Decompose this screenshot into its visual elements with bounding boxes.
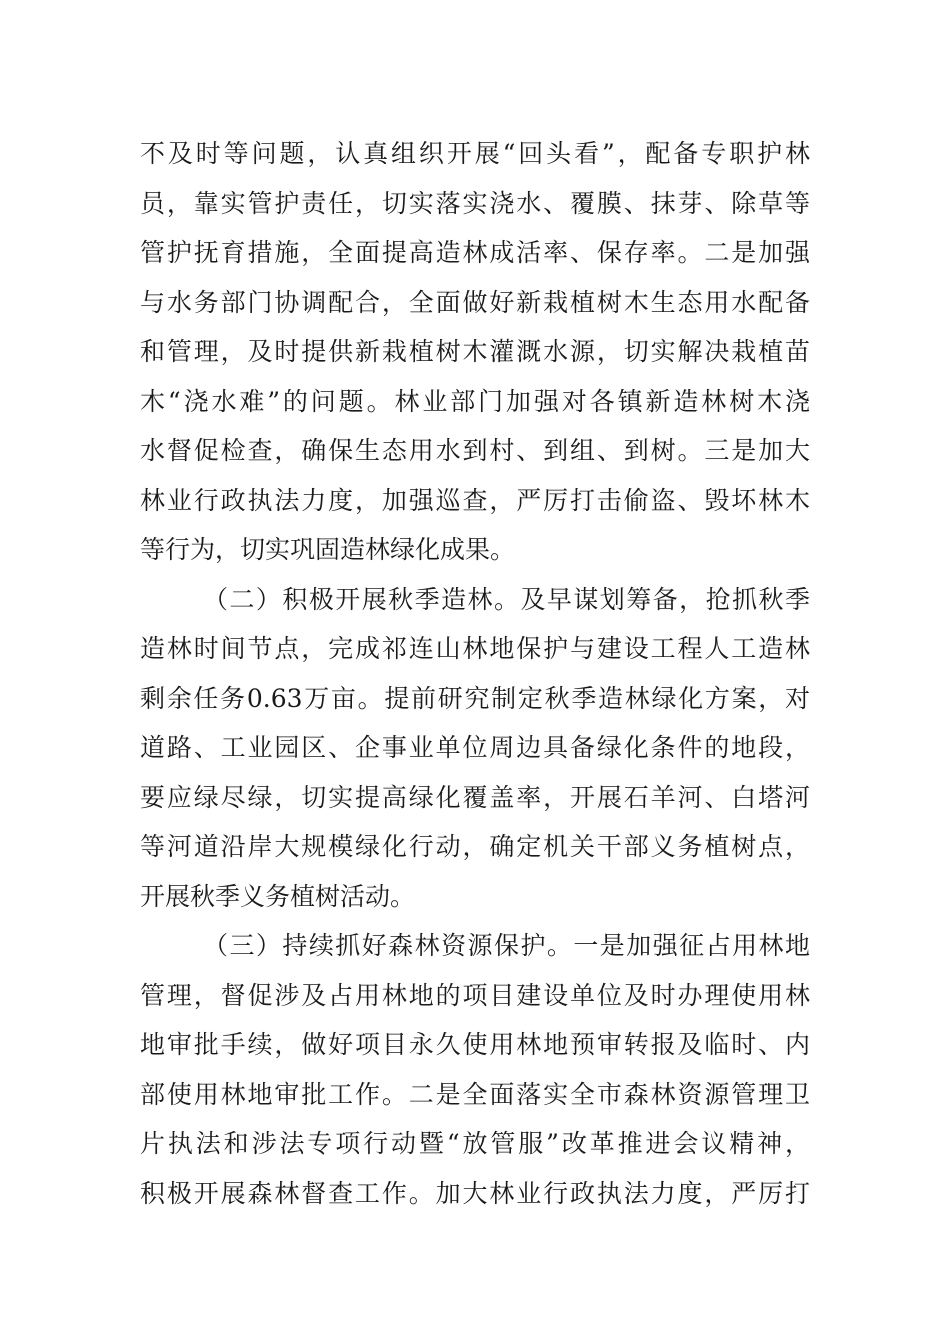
text-line: 积极开展森林督查工作。加大林业行政执法力度，严厉打 bbox=[140, 1178, 810, 1208]
text-line: 木“浇水难”的问题。林业部门加强对各镇新造林树木浇 bbox=[140, 386, 810, 416]
section-heading-line: （二）积极开展秋季造林。及早谋划筹备，抢抓秋季 bbox=[203, 584, 810, 614]
text-line: 造林时间节点，完成祁连山林地保护与建设工程人工造林 bbox=[140, 634, 810, 663]
text-line: 要应绿尽绿，切实提高绿化覆盖率，开展石羊河、白塔河 bbox=[140, 782, 810, 812]
text-line: 管护抚育措施，全面提高造林成活率、保存率。二是加强 bbox=[140, 238, 810, 267]
text-line: 片执法和涉法专项行动暨“放管服”改革推进会议精神， bbox=[140, 1129, 810, 1158]
text-line: 部使用林地审批工作。二是全面落实全市森林资源管理卫 bbox=[140, 1079, 810, 1109]
text-line: 管理，督促涉及占用林地的项目建设单位及时办理使用林 bbox=[140, 980, 810, 1010]
text-line: 和管理，及时提供新栽植树木灌溉水源，切实解决栽植苗 bbox=[140, 337, 810, 366]
text-line: 员，靠实管护责任，切实落实浇水、覆膜、抹芽、除草等 bbox=[140, 188, 810, 218]
text-line: 等行为，切实巩固造林绿化成果。 bbox=[140, 535, 516, 564]
text-line: 不及时等问题，认真组织开展“回头看”，配备专职护林 bbox=[140, 139, 810, 168]
section-heading-line: （三）持续抓好森林资源保护。一是加强征占用林地 bbox=[203, 931, 810, 960]
text-line: 林业行政执法力度，加强巡查，严厉打击偷盗、毁坏林木 bbox=[140, 485, 810, 515]
text-line: 开展秋季义务植树活动。 bbox=[140, 881, 416, 911]
document-body bbox=[140, 129, 810, 1218]
text-line: 等河道沿岸大规模绿化行动，确定机关干部义务植树点， bbox=[140, 832, 810, 861]
text-line: 道路、工业园区、企事业单位周边具备绿化条件的地段， bbox=[140, 733, 810, 762]
text-line: 地审批手续，做好项目永久使用林地预审转报及临时、内 bbox=[140, 1030, 810, 1059]
text-line: 水督促检查，确保生态用水到村、到组、到树。三是加大 bbox=[140, 436, 810, 465]
text-line: 与水务部门协调配合，全面做好新栽植树木生态用水配备 bbox=[140, 287, 810, 317]
text-line: 剩余任务0.63万亩。提前研究制定秋季造林绿化方案，对 bbox=[140, 683, 810, 713]
